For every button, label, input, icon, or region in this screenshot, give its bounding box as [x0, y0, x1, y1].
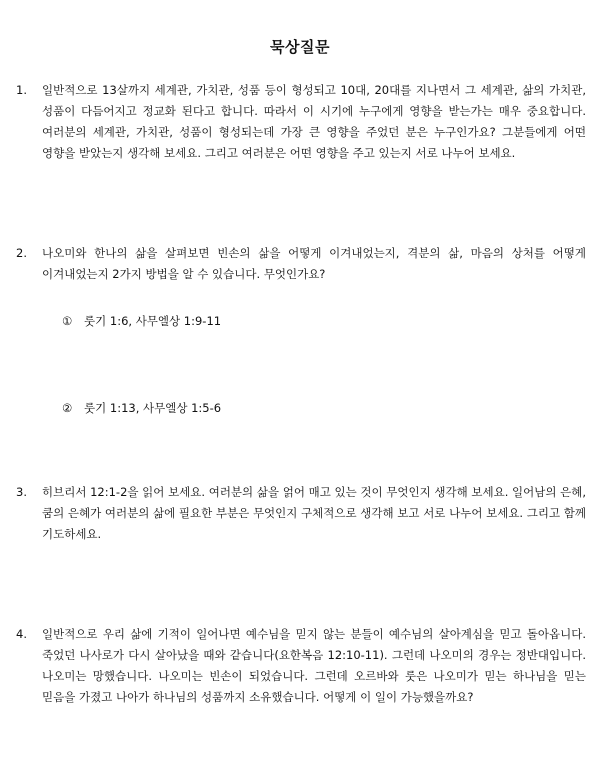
question-number: 3. [16, 485, 27, 499]
question-number: 4. [16, 627, 27, 641]
question-text: 나오미와 한나의 삶을 살펴보면 빈손의 삶을 어떻게 이겨내었는지, 격분의 삶, 마음의 상처를 어떻게 이겨내었는지 2가지 방법을 알 수 있습니다. 무엇인가요? [42, 246, 586, 281]
subitem-1 [62, 311, 221, 332]
page-title: 묵상질문 [270, 38, 330, 56]
question-number: 1. [16, 83, 27, 97]
circled-number-1: ① [62, 314, 73, 328]
question-text: 일반적으로 13살까지 세계관, 가치관, 성품 등이 형성되고 10대, 20대를 지나면서 그 세계관, 삶의 가치관, 성품이 다듬어지고 정교화 된다고 합니다. 따라서 이 시기에 누구에게 영향을 받는가는 매우 중요합니다. 여러분의 세계관, 가치관, 성품이 형성되는데 가장 큰 영향을 주었던 분은 누구인가요? 그분들에게 어떤 영향을 받았는지 생각해 보세요. 그리고 여러분은 어떤 영향을 주고 있는지 서로 나누어 보세요. [42, 83, 586, 160]
circled-number-2: ② [62, 401, 73, 415]
question-number: 2. [16, 246, 27, 260]
question-text: 일반적으로 우리 삶에 기적이 일어나면 예수님을 믿지 않는 분들이 예수님의 살아계심을 믿고 돌아옵니다. 죽었던 나사로가 다시 살아났을 때와 같습니다(요한복음 12:10-11). 그런데 나오미의 경우는 정반대입니다. 나오미는 망했습니다. 나오미는 빈손이 되었습니다. 그런데 오르바와 룻은 나오미가 믿는 하나님을 믿는 믿음을 가졌고 나아가 하나님의 성품까지 소유했습니다. 어떻게 이 일이 가능했을까요? [42, 627, 586, 704]
subitem-2 [62, 398, 221, 419]
question-text: 히브리서 12:1-2을 읽어 보세요. 여러분의 삶을 얽어 매고 있는 것이 무엇인지 생각해 보세요. 일어남의 은혜, 쿰의 은혜가 여러분의 삶에 필요한 부분은 무엇인지 구체적으로 생각해 보고 서로 나누어 보세요. 그리고 함께 기도하세요. [42, 485, 586, 541]
subitem-text: 룻기 1:13, 사무엘상 1:5-6 [84, 401, 222, 415]
subitem-text: 룻기 1:6, 사무엘상 1:9-11 [84, 314, 222, 328]
